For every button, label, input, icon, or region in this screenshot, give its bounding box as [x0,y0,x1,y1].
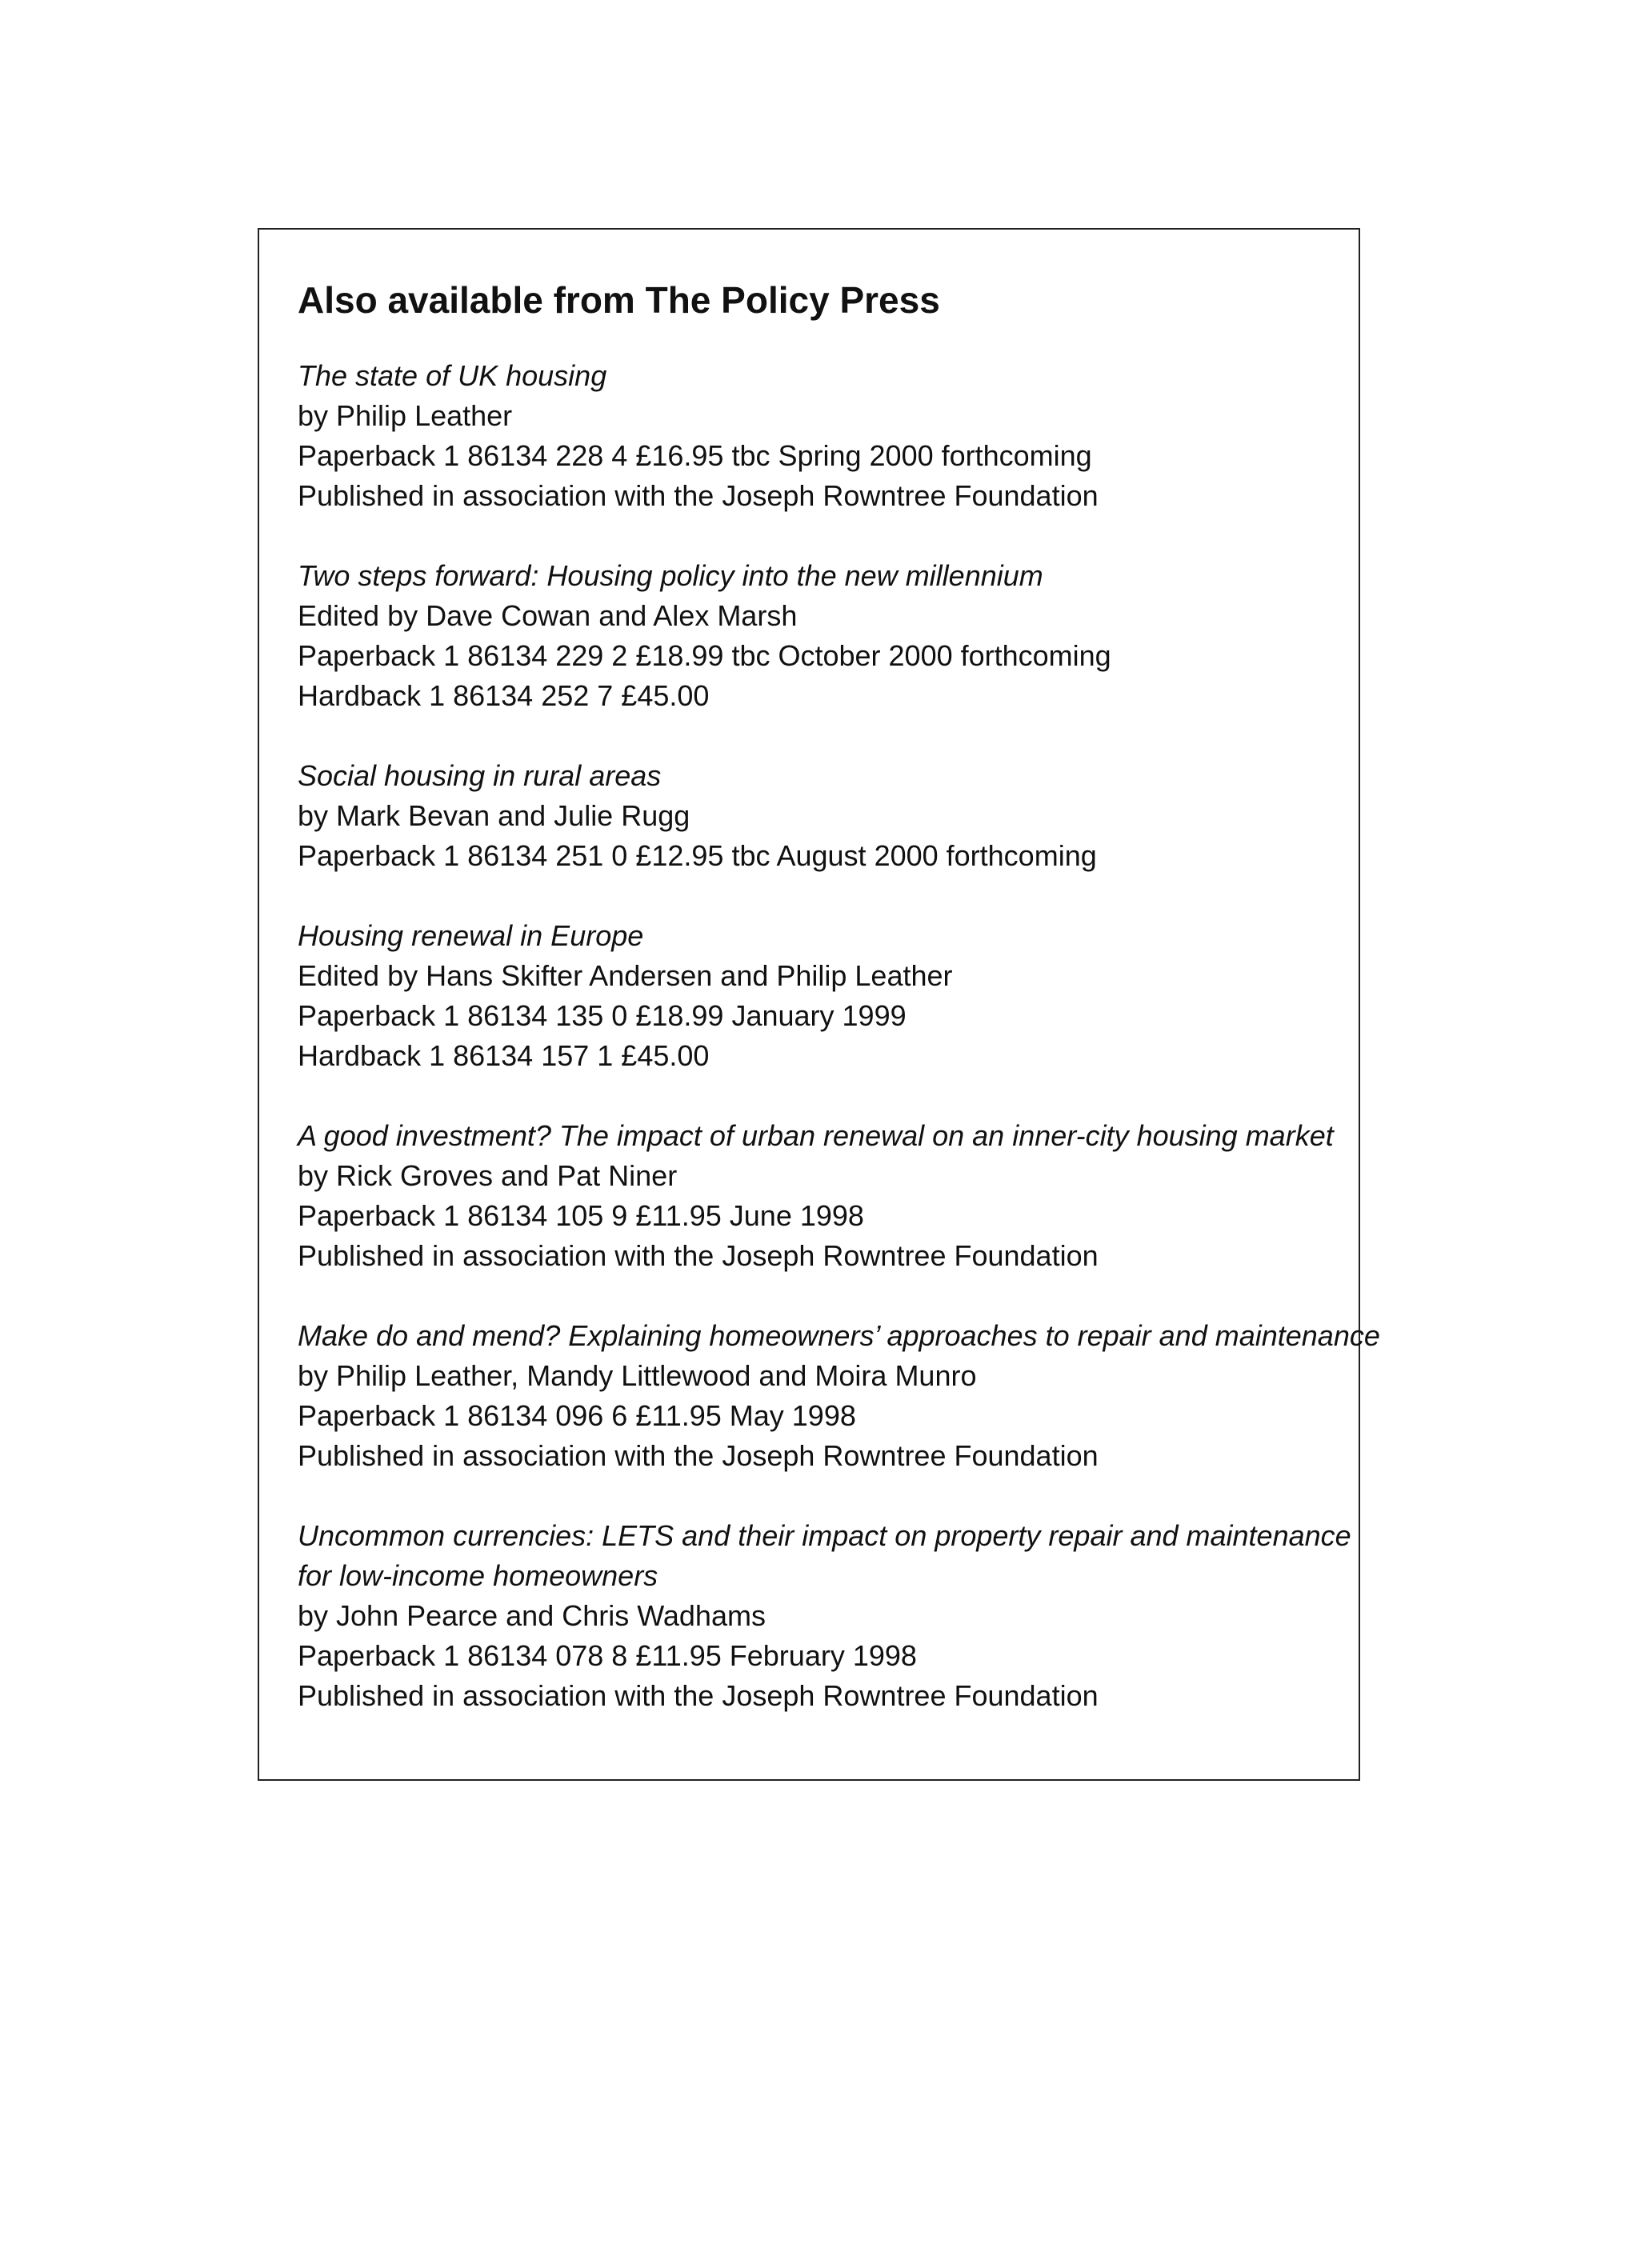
book-entry [298,1516,1351,1716]
book-detail: Paperback 1 86134 105 9 £11.95 June 1998 [298,1199,864,1232]
book-detail: Paperback 1 86134 078 8 £11.95 February 1998 [298,1639,917,1672]
book-detail: Paperback 1 86134 096 6 £11.95 May 1998 [298,1399,856,1432]
book-entry [298,756,1343,876]
book-detail: Paperback 1 86134 229 2 £18.99 tbc October 2000 forthcoming [298,639,1111,672]
book-author: by John Pearce and Chris Wadhams [298,1599,766,1632]
book-title: Uncommon currencies: LETS and their impact on property repair and maintenance [298,1519,1351,1552]
book-title: Two steps forward: Housing policy into the new millennium [298,559,1043,592]
book-title: Social housing in rural areas [298,759,662,792]
book-detail: Paperback 1 86134 251 0 £12.95 tbc August 2000 forthcoming [298,839,1097,872]
page-title: Also available from The Policy Press [298,279,940,321]
book-author: Edited by Dave Cowan and Alex Marsh [298,599,798,632]
book-title: A good investment? The impact of urban renewal on an inner-city housing market [298,1119,1334,1152]
catalogue-box [258,228,1380,1781]
book-detail: Published in association with the Joseph Rowntree Foundation [298,479,1099,512]
book-detail: Paperback 1 86134 228 4 £16.95 tbc Spring 2000 forthcoming [298,439,1092,472]
book-title-continued: for low-income homeowners [298,1559,658,1592]
book-author: by Philip Leather [298,399,513,432]
catalogue-content [298,278,1380,1756]
book-entry [298,916,1343,1076]
book-detail: Published in association with the Joseph Rowntree Foundation [298,1239,1099,1272]
book-title: The state of UK housing [298,359,607,392]
book-entry [298,556,1343,716]
book-entry [298,1316,1380,1476]
book-author: by Philip Leather, Mandy Littlewood and Moira Munro [298,1359,977,1392]
book-detail: Hardback 1 86134 252 7 £45.00 [298,679,710,712]
book-entry [298,1116,1343,1276]
book-detail: Hardback 1 86134 157 1 £45.00 [298,1039,710,1072]
book-detail: Published in association with the Joseph Rowntree Foundation [298,1679,1099,1712]
book-detail: Published in association with the Joseph Rowntree Foundation [298,1439,1099,1472]
book-entry [298,356,1343,516]
book-author: by Mark Bevan and Julie Rugg [298,799,690,832]
book-title: Make do and mend? Explaining homeowners’ approaches to repair and maintenance [298,1319,1380,1352]
book-title: Housing renewal in Europe [298,919,644,952]
book-detail: Paperback 1 86134 135 0 £18.99 January 1999 [298,999,907,1032]
book-author: by Rick Groves and Pat Niner [298,1159,678,1192]
book-author: Edited by Hans Skifter Andersen and Philip Leather [298,959,953,992]
